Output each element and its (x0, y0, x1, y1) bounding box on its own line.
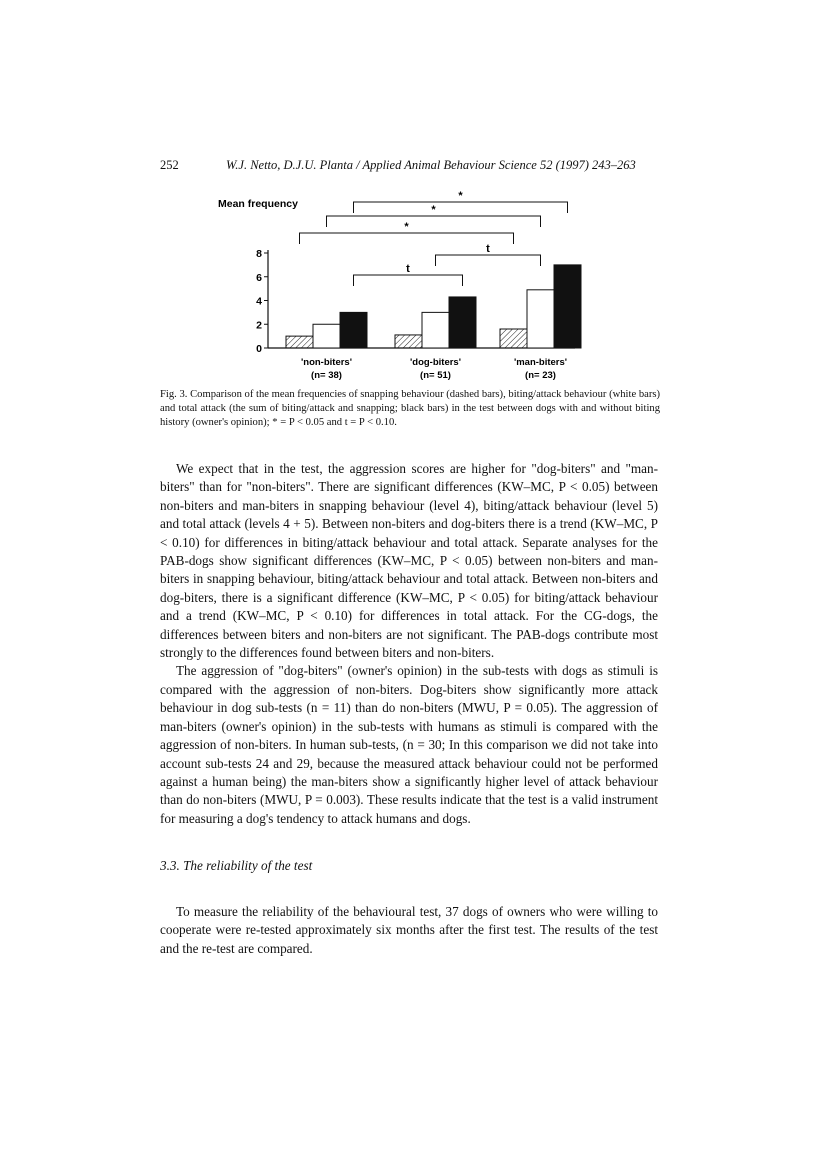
figure-caption: Fig. 3. Comparison of the mean frequencies of snapping behaviour (dashed bars), biting/attack behaviour (white bars) and total attack (the sum of biting/attack and snapping; black bars) in the test between dogs with and without biting history (owner's opinion); * = P < 0.05 and t = P < 0.10. (160, 389, 660, 428)
bar (449, 297, 476, 348)
significance-bracket (354, 202, 568, 213)
y-tick-label: 8 (256, 248, 262, 260)
bar (500, 329, 527, 348)
y-tick-label: 4 (256, 295, 262, 308)
paragraph: The aggression of "dog-biters" (owner's opinion) in the sub-tests with dogs as stimuli is compared with the aggression of non-biters. Dog-biters show significantly more attack behaviour in dog sub-tests (n = 11) than do non-biters (MWU, P = 0.05). The aggression of man-biters (owner's opinion) in the sub-tests with humans as stimuli is compared with the aggression of non-biters. In human sub-tests, (n = 30; In this comparison we did not take into account sub-tests 24 and 29, because the measured attack behaviour could not be performed against a human being) the man-biters show a significantly higher level of attack behaviour than do non-biters (MWU, P = 0.003). These results indicate that the test is a valid instrument for measuring a dog's tendency to attack humans and dogs. (160, 663, 658, 826)
bar (340, 312, 367, 348)
bar (422, 312, 449, 348)
significance-label: * (431, 204, 436, 216)
category-n-label: (n= 51) (420, 370, 451, 381)
bar (395, 335, 422, 348)
section-heading: 3.3. The reliability of the test (160, 858, 313, 873)
running-head: W.J. Netto, D.J.U. Planta / Applied Animal Behaviour Science 52 (1997) 243–263 (226, 158, 636, 172)
significance-label: * (404, 221, 409, 233)
significance-bracket (354, 275, 463, 286)
body-text (160, 903, 658, 958)
y-tick-label: 2 (256, 319, 262, 332)
paragraph: We expect that in the test, the aggression scores are higher for "dog-biters" and "man-biters" than for "non-biters". There are significant differences (KW–MC, P < 0.05) between non-biters and man-biters in snapping behaviour (level 4), biting/attack behaviour (level 5) and total attack (levels 4 + 5). Between non-biters and dog-biters there is a trend (KW–MC, P < 0.10) for differences in biting/attack behaviour and total attack. Separate analyses for the PAB-dogs show significant differences (KW–MC, P < 0.05) between non-biters and man-biters in snapping behaviour, biting/attack behaviour and total attack. Between non-biters and dog-biters, there is a significant difference (KW–MC, P < 0.05) for biting/attack behaviour and a trend (KW–MC, P < 0.10) for differences in total attack. For the CG-dogs, the differences between biters and non-biters are not significant. The PAB-dogs contribute most strongly to the differences found between biters and non-biters. (160, 461, 658, 661)
category-n-label: (n= 38) (311, 370, 342, 381)
y-tick-label: 6 (256, 271, 262, 284)
page-number: 252 (160, 158, 179, 172)
y-axis-label: Mean frequency (218, 198, 298, 210)
bar (554, 265, 581, 348)
body-text (160, 460, 658, 828)
bar (313, 324, 340, 348)
significance-label: t (406, 263, 410, 275)
paragraph: To measure the reliability of the behavioural test, 37 dogs of owners who were willing to cooperate were re-tested approximately six months after the first test. The results of the test and the re-test are compared. (160, 904, 658, 956)
category-n-label: (n= 23) (525, 370, 556, 381)
bar (286, 336, 313, 348)
bar-chart (200, 183, 600, 383)
bar (527, 290, 554, 348)
category-label: 'man-biters' (513, 357, 568, 368)
significance-bracket (327, 216, 541, 227)
category-label: 'dog-biters' (410, 357, 461, 368)
category-label: 'non-biters' (301, 357, 352, 368)
significance-bracket (436, 255, 541, 266)
significance-label: t (486, 243, 490, 255)
significance-label: * (458, 190, 463, 202)
y-tick-label: 0 (256, 343, 262, 355)
significance-bracket (300, 233, 514, 244)
